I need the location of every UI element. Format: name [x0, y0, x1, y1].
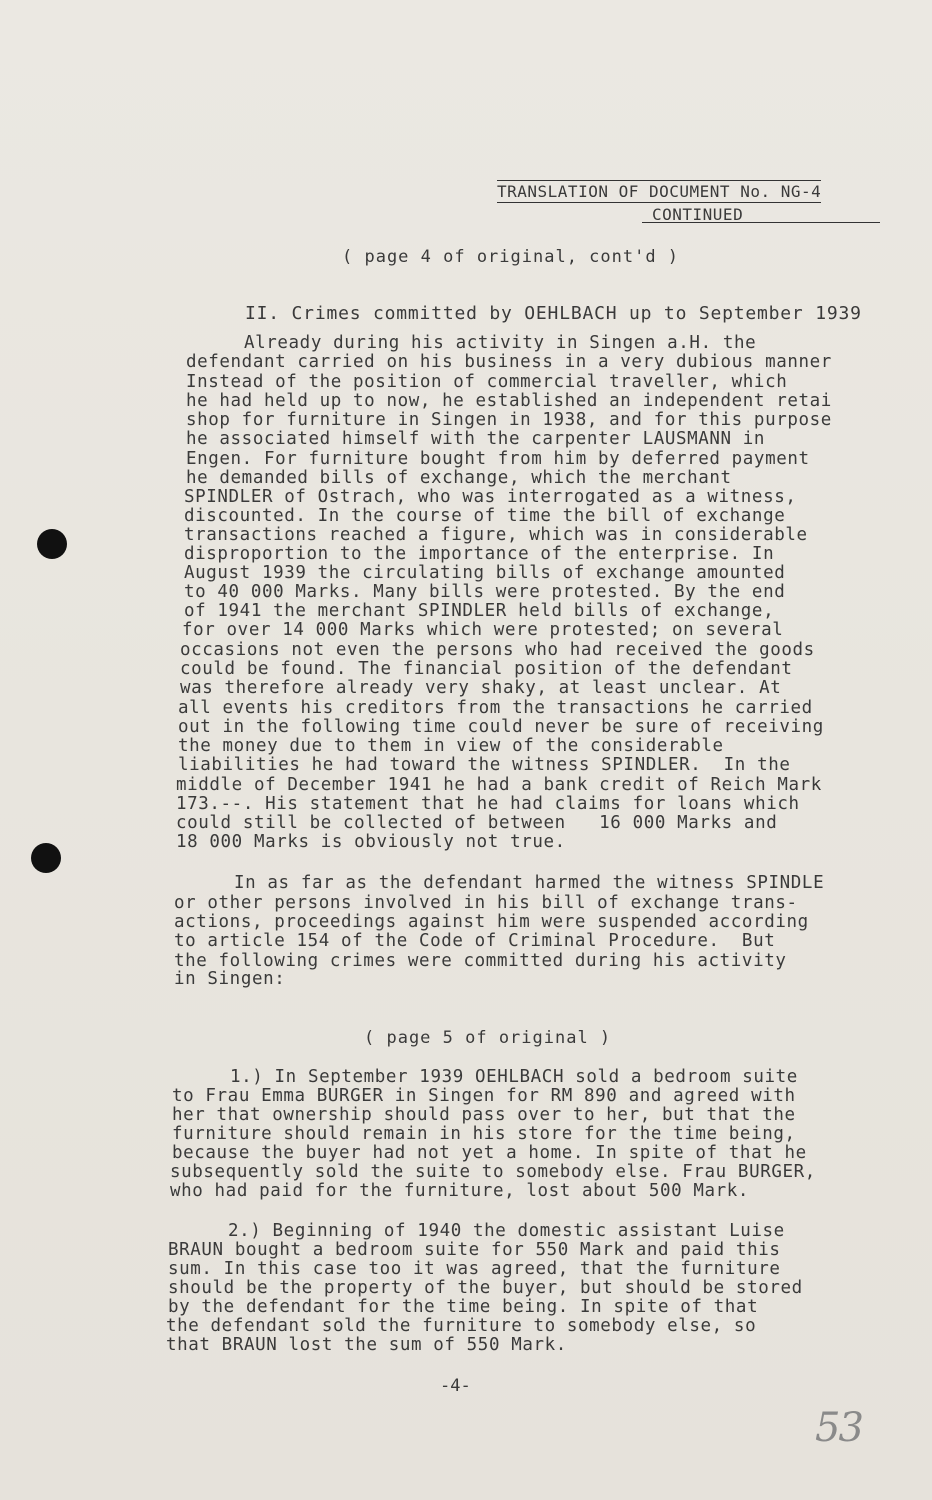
text-line: 1.) In September 1939 OEHLBACH sold a bedroom suite [230, 1067, 798, 1087]
header-continued: CONTINUED [652, 205, 744, 224]
text-line: who had paid for the furniture, lost about 500 Mark. [170, 1181, 750, 1201]
text-line: Engen. For furniture bought from him by deferred payment [186, 449, 810, 469]
punch-hole-top [37, 529, 67, 559]
text-line: disproportion to the importance of the enterprise. In [184, 544, 775, 564]
header-title: TRANSLATION OF DOCUMENT No. NG-4 [497, 182, 822, 201]
text-line: August 1939 the circulating bills of exchange amounted [184, 563, 786, 583]
text-line: because the buyer had not yet a home. In spite of that he [172, 1143, 807, 1163]
page-number: -4- [440, 1376, 471, 1396]
text-line: he associated himself with the carpenter LAUSMANN in [186, 429, 766, 449]
page-ref-middle: ( page 5 of original ) [364, 1028, 612, 1048]
text-line: out in the following time could never be sure of receiving [178, 717, 824, 737]
text-line: In as far as the defendant harmed the witness SPINDLE [234, 873, 825, 893]
text-line: subsequently sold the suite to somebody else. Frau BURGER, [170, 1162, 816, 1182]
text-line: furniture should remain in his store for the time being, [172, 1124, 796, 1144]
text-line: sum. In this case too it was agreed, that the furniture [168, 1259, 781, 1279]
text-line: defendant carried on his business in a very dubious manner [186, 352, 832, 372]
text-line: middle of December 1941 he had a bank credit of Reich Mark [176, 775, 822, 795]
text-line: to 40 000 Marks. Many bills were protested. By the end [184, 582, 786, 602]
text-line: he demanded bills of exchange, which the merchant [186, 468, 732, 488]
text-line: actions, proceedings against him were suspended according [174, 912, 809, 932]
punch-hole-bottom [31, 843, 61, 873]
text-line: by the defendant for the time being. In spite of that [168, 1297, 759, 1317]
text-line: or other persons involved in his bill of exchange trans- [174, 893, 798, 913]
text-line: to Frau Emma BURGER in Singen for RM 890 and agreed with [172, 1086, 796, 1106]
text-line: occasions not even the persons who had received the goods [180, 640, 815, 660]
text-line: the money due to them in view of the considerable [178, 736, 724, 756]
text-line: the defendant sold the furniture to somebody else, so [166, 1316, 757, 1336]
text-line: 2.) Beginning of 1940 the domestic assistant Luise [228, 1221, 785, 1241]
text-line: could be found. The financial position of the defendant [180, 659, 793, 679]
text-line: her that ownership should pass over to her, but that the [172, 1105, 796, 1125]
page-ref-top: ( page 4 of original, cont'd ) [342, 247, 680, 267]
text-line: could still be collected of between 16 000 Marks and [176, 813, 778, 833]
text-line: Already during his activity in Singen a.H. the [244, 333, 757, 353]
text-line: all events his creditors from the transactions he carried [178, 698, 813, 718]
text-line: 173.--. His statement that he had claims for loans which [176, 794, 800, 814]
section-title: II. Crimes committed by OEHLBACH up to September 1939 [245, 303, 862, 324]
text-line: that BRAUN lost the sum of 550 Mark. [166, 1335, 567, 1355]
text-line: Instead of the position of commercial traveller, which [186, 372, 788, 392]
text-line: was therefore already very shaky, at least unclear. At [180, 678, 782, 698]
text-line: of 1941 the merchant SPINDLER held bills of exchange, [184, 601, 775, 621]
text-line: 18 000 Marks is obviously not true. [176, 832, 566, 852]
text-line: BRAUN bought a bedroom suite for 550 Mark and paid this [168, 1240, 781, 1260]
text-line: liabilities he had toward the witness SPINDLER. In the [178, 755, 791, 775]
text-line: transactions reached a figure, which was in considerable [184, 525, 808, 545]
text-line: shop for furniture in Singen in 1938, and for this purpose [186, 410, 832, 430]
text-line: discounted. In the course of time the bill of exchange [184, 506, 786, 526]
header-rule [642, 222, 880, 223]
text-line: in Singen: [174, 969, 286, 989]
text-line: for over 14 000 Marks which were protested; on several [182, 620, 784, 640]
document-header [497, 180, 882, 224]
text-line: to article 154 of the Code of Criminal Procedure. But [174, 931, 776, 951]
handwritten-page-number: 53 [815, 1405, 862, 1451]
text-line: he had held up to now, he established an independent retai [186, 391, 832, 411]
text-line: should be the property of the buyer, but should be stored [168, 1278, 803, 1298]
text-line: the following crimes were committed during his activity [174, 951, 787, 971]
text-line: SPINDLER of Ostrach, who was interrogated as a witness, [184, 487, 797, 507]
